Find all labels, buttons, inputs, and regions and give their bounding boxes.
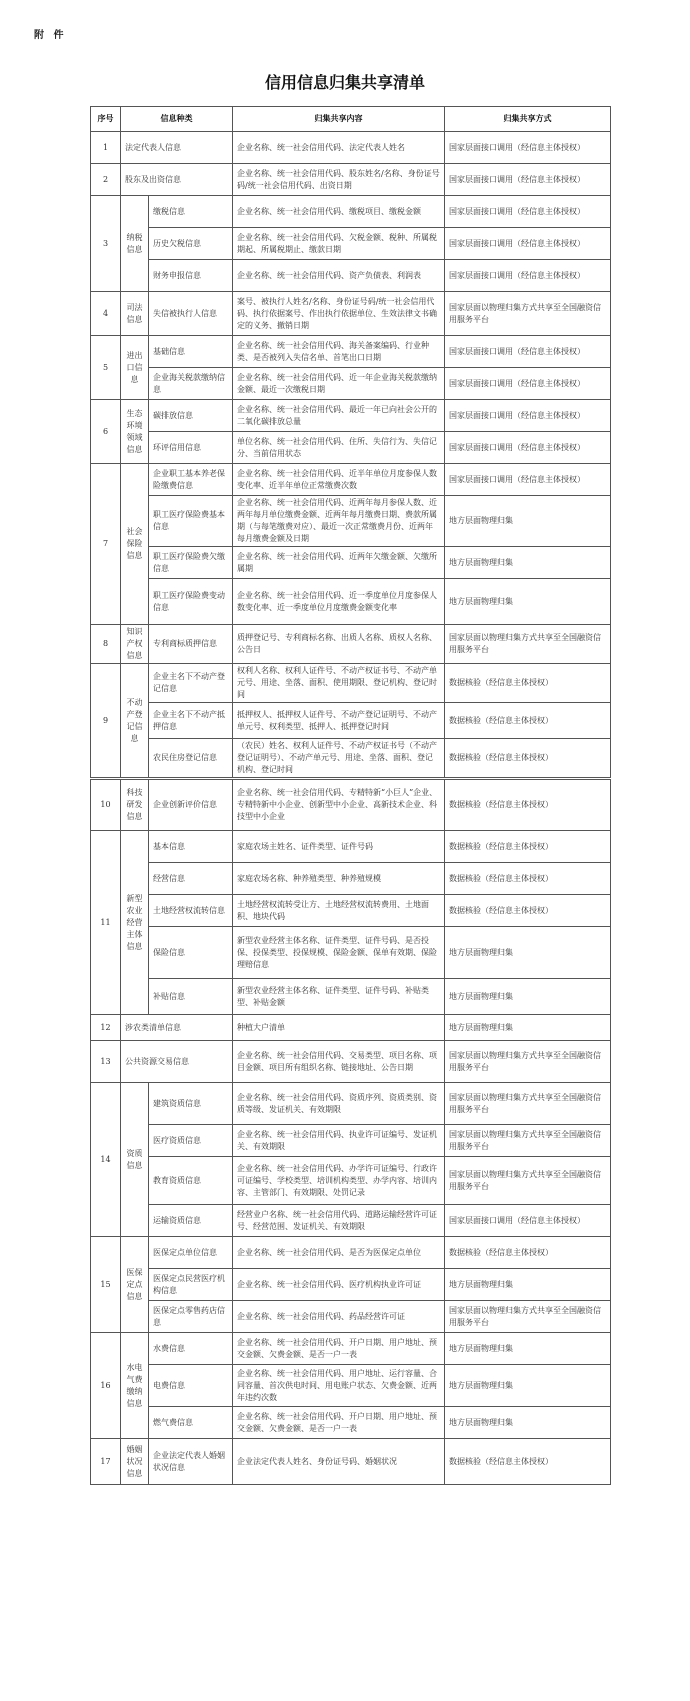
table-row xyxy=(91,703,611,739)
content-cell: 企业名称、统一社会信用代码、资质序列、资质类别、资质等级、发证机关、有效期限 xyxy=(233,1083,445,1125)
table-row xyxy=(91,196,611,228)
subcategory-cell: 水费信息 xyxy=(149,1333,233,1365)
subcategory-cell: 失信被执行人信息 xyxy=(149,292,233,336)
table-row xyxy=(91,1439,611,1485)
table-row xyxy=(91,1205,611,1237)
category-cell: 法定代表人信息 xyxy=(121,132,233,164)
subcategory-cell: 医保定点零售药店信息 xyxy=(149,1301,233,1333)
method-cell: 国家层面接口调用（经信息主体授权） xyxy=(445,464,611,496)
method-cell: 数据核验（经信息主体授权） xyxy=(445,895,611,927)
subcategory-cell: 缴税信息 xyxy=(149,196,233,228)
row-number: 11 xyxy=(91,831,121,1015)
method-cell: 国家层面接口调用（经信息主体授权） xyxy=(445,1205,611,1237)
subcategory-cell: 医疗资质信息 xyxy=(149,1125,233,1157)
page-title: 信用信息归集共享清单 xyxy=(264,73,425,92)
category-group: 不动产登记信息 xyxy=(121,664,149,779)
category-group: 生态环境领域信息 xyxy=(121,400,149,464)
content-cell: 企业名称、统一社会信用代码、医疗机构执业许可证 xyxy=(233,1269,445,1301)
content-cell: 案号、被执行人姓名/名称、身份证号码/统一社会信用代码、执行依据案号、作出执行依据单位、生效法律文书确定的义务、撤销日期 xyxy=(233,292,445,336)
subcategory-cell: 基本信息 xyxy=(149,831,233,863)
method-cell: 地方层面物理归集 xyxy=(445,1407,611,1439)
table-row xyxy=(91,292,611,336)
row-number: 10 xyxy=(91,779,121,831)
subcategory-cell: 碳排放信息 xyxy=(149,400,233,432)
subcategory-cell: 电费信息 xyxy=(149,1365,233,1407)
table-row xyxy=(91,547,611,579)
method-cell: 地方层面物理归集 xyxy=(445,1365,611,1407)
table-row xyxy=(91,625,611,664)
table-row xyxy=(91,1125,611,1157)
category-group: 水电气费缴纳信息 xyxy=(121,1333,149,1439)
table-body xyxy=(91,132,611,1485)
table-row xyxy=(91,368,611,400)
content-cell: 企业名称、统一社会信用代码、近一年企业海关税款缴纳金额、最近一次缴税日期 xyxy=(233,368,445,400)
category-group: 知识产权信息 xyxy=(121,625,149,664)
row-number: 8 xyxy=(91,625,121,664)
row-number: 2 xyxy=(91,164,121,196)
method-cell: 国家层面以物理归集方式共享至全国融资信用服务平台 xyxy=(445,1083,611,1125)
table-row xyxy=(91,1269,611,1301)
method-cell: 国家层面以物理归集方式共享至全国融资信用服务平台 xyxy=(445,1301,611,1333)
subcategory-cell: 教育资质信息 xyxy=(149,1157,233,1205)
row-number: 4 xyxy=(91,292,121,336)
subcategory-cell: 医保定点单位信息 xyxy=(149,1237,233,1269)
content-cell: 企业名称、统一社会信用代码、股东姓名/名称、身份证号码/统一社会信用代码、出资日期 xyxy=(233,164,445,196)
content-cell: 种植大户清单 xyxy=(233,1015,445,1041)
subcategory-cell: 企业海关税款缴纳信息 xyxy=(149,368,233,400)
content-cell: 家庭农场主姓名、证件类型、证件号码 xyxy=(233,831,445,863)
method-cell: 地方层面物理归集 xyxy=(445,1015,611,1041)
content-cell: 经营业户名称、统一社会信用代码、道路运输经营许可证号、经营范围、发证机关、有效期限 xyxy=(233,1205,445,1237)
content-cell: 单位名称、统一社会信用代码、住所、失信行为、失信记分、当前信用状态 xyxy=(233,432,445,464)
method-cell: 数据核验（经信息主体授权） xyxy=(445,863,611,895)
header-content: 归集共享内容 xyxy=(233,107,445,132)
method-cell: 国家层面接口调用（经信息主体授权） xyxy=(445,336,611,368)
method-cell: 国家层面接口调用（经信息主体授权） xyxy=(445,228,611,260)
header-category: 信息种类 xyxy=(121,107,233,132)
table-row xyxy=(91,432,611,464)
subcategory-cell: 企业主名下不动产抵押信息 xyxy=(149,703,233,739)
table-row xyxy=(91,739,611,779)
content-cell: 企业名称、统一社会信用代码、执业许可证编号、发证机关、有效期限 xyxy=(233,1125,445,1157)
content-cell: 新型农业经营主体名称、证件类型、证件号码、补贴类型、补贴金额 xyxy=(233,979,445,1015)
table-row xyxy=(91,400,611,432)
content-cell: 新型农业经营主体名称、证件类型、证件号码、是否投保、投保类型、投保规模、保险金额、保单有效期、保险理赔信息 xyxy=(233,927,445,979)
subcategory-cell: 企业主名下不动产登记信息 xyxy=(149,664,233,703)
subcategory-cell: 历史欠税信息 xyxy=(149,228,233,260)
category-group: 进出口信息 xyxy=(121,336,149,400)
content-cell: 企业名称、统一社会信用代码、资产负债表、利润表 xyxy=(233,260,445,292)
category-group: 医保定点信息 xyxy=(121,1237,149,1333)
table-row xyxy=(91,927,611,979)
row-number: 15 xyxy=(91,1237,121,1333)
content-cell: 企业名称、统一社会信用代码、近一季度单位月度参保人数变化率、近一季度单位月度缴费金额变化率 xyxy=(233,579,445,625)
table-row xyxy=(91,1407,611,1439)
table-row xyxy=(91,464,611,496)
content-cell: 企业名称、统一社会信用代码、专精特新“小巨人”企业、专精特新中小企业、创新型中小企业、高新技术企业、科技型中小企业 xyxy=(233,779,445,831)
method-cell: 地方层面物理归集 xyxy=(445,1333,611,1365)
content-cell: 企业名称、统一社会信用代码、开户日期、用户地址、预交金额、欠费金额、是否一户一表 xyxy=(233,1407,445,1439)
method-cell: 数据核验（经信息主体授权） xyxy=(445,831,611,863)
method-cell: 地方层面物理归集 xyxy=(445,496,611,547)
row-number: 16 xyxy=(91,1333,121,1439)
category-group: 资质信息 xyxy=(121,1083,149,1237)
content-cell: 企业名称、统一社会信用代码、缴税项目、缴税金额 xyxy=(233,196,445,228)
method-cell: 地方层面物理归集 xyxy=(445,979,611,1015)
subcategory-cell: 经营信息 xyxy=(149,863,233,895)
content-cell: （农民）姓名、权利人证件号、不动产权证书号（不动产登记证明号）、不动产单元号、用途、坐落、面积、登记机构、登记时间 xyxy=(233,739,445,779)
table-row xyxy=(91,1015,611,1041)
subcategory-cell: 环评信用信息 xyxy=(149,432,233,464)
annex-label: 附 件 xyxy=(34,30,67,41)
method-cell: 数据核验（经信息主体授权） xyxy=(445,1237,611,1269)
method-cell: 国家层面接口调用（经信息主体授权） xyxy=(445,260,611,292)
method-cell: 国家层面以物理归集方式共享至全国融资信用服务平台 xyxy=(445,1157,611,1205)
content-cell: 企业名称、统一社会信用代码、用户地址、运行容量、合同容量、首次供电时间、用电账户状态、欠费金额、近两年违约次数 xyxy=(233,1365,445,1407)
method-cell: 国家层面接口调用（经信息主体授权） xyxy=(445,400,611,432)
row-number: 6 xyxy=(91,400,121,464)
category-group: 婚姻状况信息 xyxy=(121,1439,149,1485)
row-number: 9 xyxy=(91,664,121,779)
table-row xyxy=(91,664,611,703)
table-row xyxy=(91,132,611,164)
table-row xyxy=(91,1237,611,1269)
content-cell: 企业名称、统一社会信用代码、交易类型、项目名称、项目金额、项目所有组织名称、链接地址、公告日期 xyxy=(233,1041,445,1083)
subcategory-cell: 专利商标质押信息 xyxy=(149,625,233,664)
method-cell: 数据核验（经信息主体授权） xyxy=(445,703,611,739)
row-number: 12 xyxy=(91,1015,121,1041)
subcategory-cell: 运输资质信息 xyxy=(149,1205,233,1237)
content-cell: 抵押权人、抵押权人证件号、不动产登记证明号、不动产单元号、权利类型、抵押人、抵押登记时间 xyxy=(233,703,445,739)
content-cell: 企业名称、统一社会信用代码、海关备案编码、行业种类、是否被列入失信名单、首笔出口日期 xyxy=(233,336,445,368)
table-row xyxy=(91,779,611,831)
content-cell: 土地经营权流转受让方、土地经营权流转费用、土地面积、地块代码 xyxy=(233,895,445,927)
method-cell: 地方层面物理归集 xyxy=(445,547,611,579)
table-header-row xyxy=(91,107,611,132)
content-cell: 企业名称、统一社会信用代码、近两年每月参保人数、近两年每月单位缴费金额、近两年每月缴费日期、费款所属期（与每笔缴费对应）、最近一次正常缴费月份、近两年每月缴费金额及日期 xyxy=(233,496,445,547)
subcategory-cell: 医保定点民营医疗机构信息 xyxy=(149,1269,233,1301)
content-cell: 权利人名称、权利人证件号、不动产权证书号、不动产单元号、用途、坐落、面积、使用期限、登记机构、登记时间 xyxy=(233,664,445,703)
method-cell: 国家层面接口调用（经信息主体授权） xyxy=(445,432,611,464)
method-cell: 国家层面接口调用（经信息主体授权） xyxy=(445,132,611,164)
subcategory-cell: 职工医疗保险费变动信息 xyxy=(149,579,233,625)
method-cell: 地方层面物理归集 xyxy=(445,1269,611,1301)
subcategory-cell: 职工医疗保险费基本信息 xyxy=(149,496,233,547)
method-cell: 数据核验（经信息主体授权） xyxy=(445,664,611,703)
subcategory-cell: 财务申报信息 xyxy=(149,260,233,292)
method-cell: 国家层面以物理归集方式共享至全国融资信用服务平台 xyxy=(445,292,611,336)
content-cell: 企业名称、统一社会信用代码、开户日期、用户地址、预交金额、欠费金额、是否一户一表 xyxy=(233,1333,445,1365)
table-row xyxy=(91,1333,611,1365)
method-cell: 地方层面物理归集 xyxy=(445,579,611,625)
category-group: 科技研发信息 xyxy=(121,779,149,831)
subcategory-cell: 企业法定代表人婚姻状况信息 xyxy=(149,1439,233,1485)
subcategory-cell: 建筑资质信息 xyxy=(149,1083,233,1125)
credit-info-table xyxy=(90,106,611,1485)
table-row xyxy=(91,496,611,547)
method-cell: 国家层面接口调用（经信息主体授权） xyxy=(445,368,611,400)
method-cell: 数据核验（经信息主体授权） xyxy=(445,739,611,779)
content-cell: 企业名称、统一社会信用代码、近两年欠缴金额、欠缴所属期 xyxy=(233,547,445,579)
row-number: 14 xyxy=(91,1083,121,1237)
category-group: 司法信息 xyxy=(121,292,149,336)
row-number: 5 xyxy=(91,336,121,400)
row-number: 3 xyxy=(91,196,121,292)
table-row xyxy=(91,831,611,863)
header-no: 序号 xyxy=(91,107,121,132)
subcategory-cell: 燃气费信息 xyxy=(149,1407,233,1439)
table-row xyxy=(91,228,611,260)
method-cell: 国家层面以物理归集方式共享至全国融资信用服务平台 xyxy=(445,1125,611,1157)
method-cell: 国家层面以物理归集方式共享至全国融资信用服务平台 xyxy=(445,1041,611,1083)
content-cell: 企业法定代表人姓名、身份证号码、婚姻状况 xyxy=(233,1439,445,1485)
table-row xyxy=(91,260,611,292)
table-row xyxy=(91,164,611,196)
table-row xyxy=(91,336,611,368)
content-cell: 企业名称、统一社会信用代码、欠税金额、税种、所属税期起、所属税期止、缴款日期 xyxy=(233,228,445,260)
method-cell: 国家层面接口调用（经信息主体授权） xyxy=(445,164,611,196)
content-cell: 企业名称、统一社会信用代码、药品经营许可证 xyxy=(233,1301,445,1333)
content-cell: 家庭农场名称、种养殖类型、种养殖规模 xyxy=(233,863,445,895)
row-number: 7 xyxy=(91,464,121,625)
subcategory-cell: 企业创新评价信息 xyxy=(149,779,233,831)
table-row xyxy=(91,863,611,895)
content-cell: 企业名称、统一社会信用代码、近半年单位月度参保人数变化率、近半年单位正常缴费次数 xyxy=(233,464,445,496)
subcategory-cell: 职工医疗保险费欠缴信息 xyxy=(149,547,233,579)
category-group: 纳税信息 xyxy=(121,196,149,292)
table-row xyxy=(91,895,611,927)
content-cell: 企业名称、统一社会信用代码、是否为医保定点单位 xyxy=(233,1237,445,1269)
table-row xyxy=(91,1365,611,1407)
subcategory-cell: 企业职工基本养老保险缴费信息 xyxy=(149,464,233,496)
subcategory-cell: 农民住房登记信息 xyxy=(149,739,233,779)
category-group: 新型农业经营主体信息 xyxy=(121,831,149,1015)
subcategory-cell: 土地经营权流转信息 xyxy=(149,895,233,927)
table-row xyxy=(91,1041,611,1083)
subcategory-cell: 补贴信息 xyxy=(149,979,233,1015)
method-cell: 数据核验（经信息主体授权） xyxy=(445,779,611,831)
table-row xyxy=(91,1301,611,1333)
content-cell: 质押登记号、专利商标名称、出质人名称、质权人名称、公告日 xyxy=(233,625,445,664)
category-cell: 股东及出资信息 xyxy=(121,164,233,196)
subcategory-cell: 基础信息 xyxy=(149,336,233,368)
row-number: 17 xyxy=(91,1439,121,1485)
method-cell: 数据核验（经信息主体授权） xyxy=(445,1439,611,1485)
method-cell: 国家层面以物理归集方式共享至全国融资信用服务平台 xyxy=(445,625,611,664)
content-cell: 企业名称、统一社会信用代码、最近一年已向社会公开的二氧化碳排放总量 xyxy=(233,400,445,432)
table-row xyxy=(91,1157,611,1205)
category-group: 社会保险信息 xyxy=(121,464,149,625)
category-cell: 涉农类清单信息 xyxy=(121,1015,233,1041)
category-cell: 公共资源交易信息 xyxy=(121,1041,233,1083)
table-row xyxy=(91,579,611,625)
method-cell: 地方层面物理归集 xyxy=(445,927,611,979)
subcategory-cell: 保险信息 xyxy=(149,927,233,979)
row-number: 13 xyxy=(91,1041,121,1083)
row-number: 1 xyxy=(91,132,121,164)
content-cell: 企业名称、统一社会信用代码、法定代表人姓名 xyxy=(233,132,445,164)
table-row xyxy=(91,979,611,1015)
header-method: 归集共享方式 xyxy=(445,107,611,132)
method-cell: 国家层面接口调用（经信息主体授权） xyxy=(445,196,611,228)
table-row xyxy=(91,1083,611,1125)
content-cell: 企业名称、统一社会信用代码、办学许可证编号、行政许可证编号、学校类型、培训机构类型、办学内容、培训内容、主管部门、有效期限、处罚记录 xyxy=(233,1157,445,1205)
